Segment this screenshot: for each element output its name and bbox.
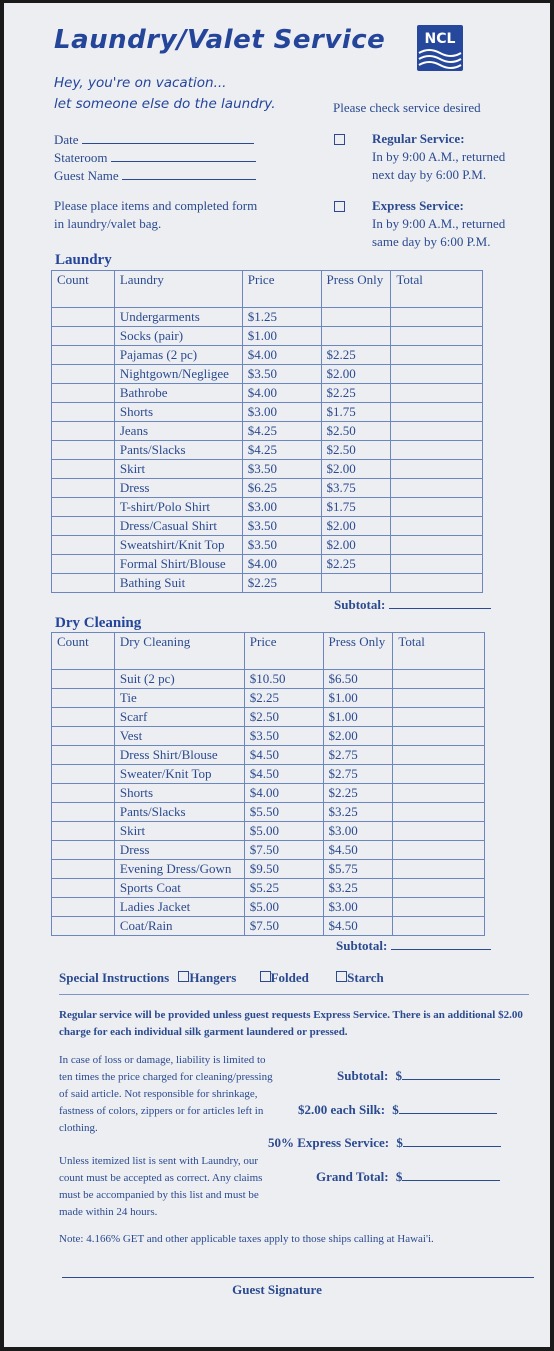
itemized-line-3: must be accompanied by this list and must be [59, 1189, 259, 1201]
logo-text: NCL [424, 31, 456, 47]
laundry-count-cell[interactable] [52, 479, 115, 498]
stateroom-row [54, 149, 256, 166]
dry-cleaning-header-row [52, 633, 485, 670]
laundry-row [52, 574, 483, 593]
dry-cleaning-item: Dress [114, 841, 244, 860]
dry-cleaning-item: Sweater/Knit Top [114, 765, 244, 784]
dry-cleaning-item: Pants/Slacks [114, 803, 244, 822]
laundry-price: $3.50 [242, 460, 321, 479]
grand-total-row [316, 1169, 500, 1185]
itemized-line-1: Unless itemized list is sent with Laundry, our [59, 1155, 259, 1167]
dry-cleaning-price: $5.25 [244, 879, 323, 898]
dry-cleaning-item: Tie [114, 689, 244, 708]
laundry-row [52, 498, 483, 517]
bag-instructions-2: in laundry/valet bag. [54, 216, 162, 231]
laundry-count-cell[interactable] [52, 346, 115, 365]
dry-cleaning-press-price: $4.50 [323, 917, 393, 936]
dry-cleaning-press-price: $3.00 [323, 822, 393, 841]
dry-cleaning-row [52, 784, 485, 803]
dry-cleaning-price: $4.00 [244, 784, 323, 803]
laundry-item: Dress [114, 479, 242, 498]
dry-cleaning-count-cell[interactable] [52, 727, 115, 746]
liability-line-3: of said article. Not responsible for shrinkage, [59, 1088, 258, 1100]
laundry-total-cell[interactable] [391, 536, 483, 555]
laundry-count-cell[interactable] [52, 327, 115, 346]
dry-cleaning-press-price: $2.75 [323, 765, 393, 784]
laundry-row [52, 479, 483, 498]
grand-total-field[interactable] [402, 1180, 500, 1181]
laundry-row [52, 536, 483, 555]
laundry-row [52, 517, 483, 536]
laundry-item: Shorts [114, 403, 242, 422]
laundry-price: $3.00 [242, 498, 321, 517]
laundry-press-price [321, 308, 391, 327]
laundry-item: Bathing Suit [114, 574, 242, 593]
date-row [54, 131, 254, 148]
express-row [268, 1135, 501, 1151]
laundry-row [52, 365, 483, 384]
laundry-press-price: $2.25 [321, 555, 391, 574]
folded-checkbox[interactable] [260, 971, 271, 982]
dry-cleaning-total-cell[interactable] [393, 898, 485, 917]
dry-cleaning-press-price: $2.75 [323, 746, 393, 765]
form-title: Laundry/Valet Service [54, 25, 386, 55]
laundry-press-price [321, 574, 391, 593]
dry-cleaning-item: Evening Dress/Gown [114, 860, 244, 879]
liability-line-2: ten times the price charged for cleaning/pressing [59, 1071, 273, 1083]
express-service-line-1: In by 9:00 A.M., returned [372, 216, 506, 231]
laundry-press-price: $2.00 [321, 365, 391, 384]
total-subtotal-label: Subtotal: [337, 1068, 389, 1083]
dry-cleaning-row [52, 879, 485, 898]
laundry-total-cell[interactable] [391, 308, 483, 327]
dry-cleaning-press-price: $5.75 [323, 860, 393, 879]
dry-cleaning-subtotal [336, 937, 491, 954]
dry-cleaning-row [52, 727, 485, 746]
dry-cleaning-press-price: $3.00 [323, 898, 393, 917]
regular-service-line-1: In by 9:00 A.M., returned [372, 149, 506, 164]
silk-row [298, 1102, 497, 1118]
regular-service-note: Regular service will be provided unless guest requests Express Service. There is an additional $2.00 charge for each individual silk garment laundered or pressed. [59, 1009, 523, 1038]
laundry-price: $3.50 [242, 517, 321, 536]
laundry-total-cell[interactable] [391, 346, 483, 365]
laundry-press-price: $2.50 [321, 422, 391, 441]
laundry-price: $1.00 [242, 327, 321, 346]
laundry-press-price: $2.50 [321, 441, 391, 460]
laundry-press-price: $2.00 [321, 517, 391, 536]
dry-cleaning-count-cell[interactable] [52, 689, 115, 708]
dry-cleaning-price: $9.50 [244, 860, 323, 879]
guest-name-label: Guest Name [54, 168, 119, 183]
dry-cleaning-count-cell[interactable] [52, 803, 115, 822]
laundry-row [52, 308, 483, 327]
laundry-total-cell[interactable] [391, 384, 483, 403]
total-subtotal-field[interactable] [402, 1079, 500, 1080]
laundry-item: Bathrobe [114, 384, 242, 403]
dry-cleaning-total-cell[interactable] [393, 841, 485, 860]
dry-cleaning-press-price: $1.00 [323, 708, 393, 727]
dry-cleaning-row [52, 670, 485, 689]
dry-cleaning-row [52, 803, 485, 822]
dry-cleaning-item: Coat/Rain [114, 917, 244, 936]
laundry-total-cell[interactable] [391, 422, 483, 441]
dry-cleaning-press-price: $1.00 [323, 689, 393, 708]
laundry-item: Pajamas (2 pc) [114, 346, 242, 365]
dry-cleaning-item: Ladies Jacket [114, 898, 244, 917]
laundry-row [52, 327, 483, 346]
dry-cleaning-count-cell[interactable] [52, 822, 115, 841]
dry-cleaning-count-cell[interactable] [52, 841, 115, 860]
dry-cleaning-item: Dress Shirt/Blouse [114, 746, 244, 765]
starch-label: Starch [347, 970, 384, 985]
tagline-2: let someone else do the laundry. [54, 96, 276, 112]
grand-total-dollar: $ [395, 1169, 403, 1184]
laundry-count-cell[interactable] [52, 536, 115, 555]
dry-cleaning-row [52, 898, 485, 917]
laundry-press-price: $2.00 [321, 536, 391, 555]
dry-cleaning-total-cell[interactable] [393, 765, 485, 784]
express-service-checkbox[interactable] [334, 201, 345, 212]
laundry-total-cell[interactable] [391, 365, 483, 384]
dry-cleaning-count-cell[interactable] [52, 765, 115, 784]
ncl-logo [417, 25, 463, 71]
laundry-total-cell[interactable] [391, 574, 483, 593]
laundry-price: $3.00 [242, 403, 321, 422]
dry-cleaning-row [52, 860, 485, 879]
laundry-count-cell[interactable] [52, 517, 115, 536]
itemized-note [59, 1153, 262, 1221]
laundry-total-cell[interactable] [391, 327, 483, 346]
dry-cleaning-column-header: Total [393, 633, 485, 670]
laundry-count-cell[interactable] [52, 555, 115, 574]
laundry-item: Pants/Slacks [114, 441, 242, 460]
laundry-price: $1.25 [242, 308, 321, 327]
laundry-row [52, 555, 483, 574]
dry-cleaning-price: $7.50 [244, 841, 323, 860]
total-subtotal-row [337, 1068, 500, 1084]
laundry-row [52, 384, 483, 403]
dry-cleaning-total-cell[interactable] [393, 879, 485, 898]
guest-name-field[interactable] [122, 167, 256, 180]
laundry-press-price [321, 327, 391, 346]
signature-label: Guest Signature [232, 1282, 322, 1297]
dry-cleaning-total-cell[interactable] [393, 822, 485, 841]
stateroom-field[interactable] [111, 149, 256, 162]
laundry-row [52, 441, 483, 460]
bag-instructions-1: Please place items and completed form [54, 198, 258, 213]
dry-cleaning-price: $5.00 [244, 822, 323, 841]
dry-cleaning-total-cell[interactable] [393, 860, 485, 879]
dry-cleaning-row [52, 746, 485, 765]
hangers-checkbox[interactable] [178, 971, 189, 982]
dry-cleaning-price: $4.50 [244, 746, 323, 765]
laundry-price: $4.00 [242, 555, 321, 574]
dry-cleaning-column-header: Price [244, 633, 323, 670]
laundry-section-title: Laundry [55, 252, 112, 268]
dry-cleaning-press-price: $4.50 [323, 841, 393, 860]
laundry-column-header: Press Only [321, 271, 391, 308]
laundry-price: $3.50 [242, 536, 321, 555]
laundry-total-cell[interactable] [391, 498, 483, 517]
dry-cleaning-row [52, 841, 485, 860]
grand-total-label: Grand Total: [316, 1169, 389, 1184]
dry-cleaning-total-cell[interactable] [393, 746, 485, 765]
wave-icon [417, 47, 463, 71]
laundry-item: Socks (pair) [114, 327, 242, 346]
laundry-item: Sweatshirt/Knit Top [114, 536, 242, 555]
dry-cleaning-price: $5.00 [244, 898, 323, 917]
guest-name-row [54, 167, 256, 184]
dry-cleaning-total-cell[interactable] [393, 670, 485, 689]
laundry-subtotal [334, 596, 491, 613]
dry-cleaning-count-cell[interactable] [52, 917, 115, 936]
dry-cleaning-press-price: $2.00 [323, 727, 393, 746]
dry-cleaning-total-cell[interactable] [393, 784, 485, 803]
laundry-count-cell[interactable] [52, 441, 115, 460]
laundry-item: Formal Shirt/Blouse [114, 555, 242, 574]
laundry-count-cell[interactable] [52, 460, 115, 479]
laundry-price: $6.25 [242, 479, 321, 498]
dry-cleaning-subtotal-field[interactable] [391, 937, 491, 950]
liability-line-5: clothing. [59, 1122, 98, 1134]
regular-service-title: Regular Service: [372, 131, 465, 146]
dry-cleaning-item: Sports Coat [114, 879, 244, 898]
dry-cleaning-total-cell[interactable] [393, 917, 485, 936]
laundry-item: T-shirt/Polo Shirt [114, 498, 242, 517]
dry-cleaning-item: Suit (2 pc) [114, 670, 244, 689]
laundry-row [52, 422, 483, 441]
laundry-price: $4.25 [242, 441, 321, 460]
laundry-item: Skirt [114, 460, 242, 479]
dry-cleaning-price: $2.50 [244, 708, 323, 727]
laundry-table [51, 270, 483, 593]
dry-cleaning-price: $7.50 [244, 917, 323, 936]
laundry-count-cell[interactable] [52, 403, 115, 422]
laundry-column-header: Price [242, 271, 321, 308]
laundry-column-header: Total [391, 271, 483, 308]
dry-cleaning-item: Vest [114, 727, 244, 746]
dry-cleaning-total-cell[interactable] [393, 689, 485, 708]
stateroom-label: Stateroom [54, 150, 108, 165]
laundry-count-cell[interactable] [52, 574, 115, 593]
date-field[interactable] [82, 131, 254, 144]
laundry-item: Jeans [114, 422, 242, 441]
express-service-title: Express Service: [372, 198, 464, 213]
laundry-count-cell[interactable] [52, 422, 115, 441]
laundry-press-price: $3.75 [321, 479, 391, 498]
laundry-column-header: Laundry [114, 271, 242, 308]
laundry-press-price: $2.00 [321, 460, 391, 479]
laundry-item: Undergarments [114, 308, 242, 327]
laundry-row [52, 403, 483, 422]
laundry-count-cell[interactable] [52, 365, 115, 384]
laundry-price: $4.00 [242, 346, 321, 365]
dry-cleaning-press-price: $6.50 [323, 670, 393, 689]
laundry-count-cell[interactable] [52, 384, 115, 403]
special-instructions-label: Special Instructions [59, 970, 170, 985]
dry-cleaning-row [52, 708, 485, 727]
dry-cleaning-column-header: Dry Cleaning [114, 633, 244, 670]
hangers-label: Hangers [189, 970, 237, 985]
dry-cleaning-total-cell[interactable] [393, 727, 485, 746]
regular-service-line-2: next day by 6:00 P.M. [372, 167, 487, 182]
liability-line-1: In case of loss or damage, liability is limited to [59, 1054, 266, 1066]
total-subtotal-dollar: $ [395, 1068, 403, 1083]
dry-cleaning-count-cell[interactable] [52, 784, 115, 803]
dry-cleaning-price: $5.50 [244, 803, 323, 822]
laundry-count-cell[interactable] [52, 498, 115, 517]
special-instructions [59, 970, 384, 986]
silk-label: $2.00 each Silk: [298, 1102, 386, 1117]
laundry-item: Dress/Casual Shirt [114, 517, 242, 536]
special-instructions-line[interactable] [59, 994, 529, 995]
dry-cleaning-price: $2.25 [244, 689, 323, 708]
laundry-total-cell[interactable] [391, 441, 483, 460]
date-label: Date [54, 132, 79, 147]
dry-cleaning-total-cell[interactable] [393, 803, 485, 822]
dry-cleaning-price: $10.50 [244, 670, 323, 689]
dry-cleaning-subtotal-label: Subtotal: [336, 938, 388, 953]
express-dollar: $ [396, 1135, 403, 1150]
starch-checkbox[interactable] [336, 971, 347, 982]
laundry-press-price: $1.75 [321, 498, 391, 517]
dry-cleaning-count-cell[interactable] [52, 898, 115, 917]
dry-cleaning-item: Skirt [114, 822, 244, 841]
dry-cleaning-table [51, 632, 485, 936]
dry-cleaning-column-header: Count [52, 633, 115, 670]
laundry-count-cell[interactable] [52, 308, 115, 327]
dry-cleaning-row [52, 822, 485, 841]
dry-cleaning-total-cell[interactable] [393, 708, 485, 727]
itemized-line-2: count must be accepted as correct. Any claims [59, 1172, 263, 1184]
laundry-price: $4.25 [242, 422, 321, 441]
laundry-total-cell[interactable] [391, 479, 483, 498]
liability-note [59, 1052, 273, 1137]
dry-cleaning-item: Scarf [114, 708, 244, 727]
dry-cleaning-row [52, 765, 485, 784]
laundry-subtotal-label: Subtotal: [334, 597, 386, 612]
dry-cleaning-item: Shorts [114, 784, 244, 803]
laundry-total-cell[interactable] [391, 517, 483, 536]
laundry-total-cell[interactable] [391, 403, 483, 422]
signature-line[interactable] [62, 1277, 534, 1278]
laundry-price: $4.00 [242, 384, 321, 403]
laundry-press-price: $2.25 [321, 346, 391, 365]
laundry-row [52, 460, 483, 479]
dry-cleaning-count-cell[interactable] [52, 860, 115, 879]
dry-cleaning-count-cell[interactable] [52, 879, 115, 898]
laundry-form [4, 3, 550, 1347]
laundry-column-header: Count [52, 271, 115, 308]
dry-cleaning-price: $4.50 [244, 765, 323, 784]
express-field[interactable] [403, 1146, 501, 1147]
dry-cleaning-price: $3.50 [244, 727, 323, 746]
express-label: 50% Express Service: [268, 1135, 390, 1150]
laundry-total-cell[interactable] [391, 460, 483, 479]
itemized-line-4: made within 24 hours. [59, 1206, 158, 1218]
folded-label: Folded [270, 970, 309, 985]
laundry-subtotal-field[interactable] [389, 596, 491, 609]
laundry-header-row [52, 271, 483, 308]
silk-field[interactable] [399, 1113, 497, 1114]
dry-cleaning-count-cell[interactable] [52, 670, 115, 689]
dry-cleaning-press-price: $3.25 [323, 879, 393, 898]
dry-cleaning-row [52, 917, 485, 936]
laundry-press-price: $2.25 [321, 384, 391, 403]
laundry-press-price: $1.75 [321, 403, 391, 422]
laundry-row [52, 346, 483, 365]
tagline-1: Hey, you're on vacation... [54, 75, 227, 91]
dry-cleaning-press-price: $2.25 [323, 784, 393, 803]
regular-service-checkbox[interactable] [334, 134, 345, 145]
dry-cleaning-press-price: $3.25 [323, 803, 393, 822]
liability-line-4: fastness of colors, zippers or for articles left in [59, 1105, 264, 1117]
laundry-price: $2.25 [242, 574, 321, 593]
tax-note: Note: 4.166% GET and other applicable taxes apply to those ships calling at Hawai'i. [59, 1233, 434, 1245]
dry-cleaning-section-title: Dry Cleaning [55, 615, 142, 631]
laundry-price: $3.50 [242, 365, 321, 384]
laundry-total-cell[interactable] [391, 555, 483, 574]
silk-dollar: $ [392, 1102, 399, 1117]
dry-cleaning-column-header: Press Only [323, 633, 393, 670]
check-prompt: Please check service desired [333, 100, 481, 115]
dry-cleaning-count-cell[interactable] [52, 708, 115, 727]
express-service-line-2: same day by 6:00 P.M. [372, 234, 491, 249]
laundry-item: Nightgown/Negligee [114, 365, 242, 384]
dry-cleaning-row [52, 689, 485, 708]
dry-cleaning-count-cell[interactable] [52, 746, 115, 765]
